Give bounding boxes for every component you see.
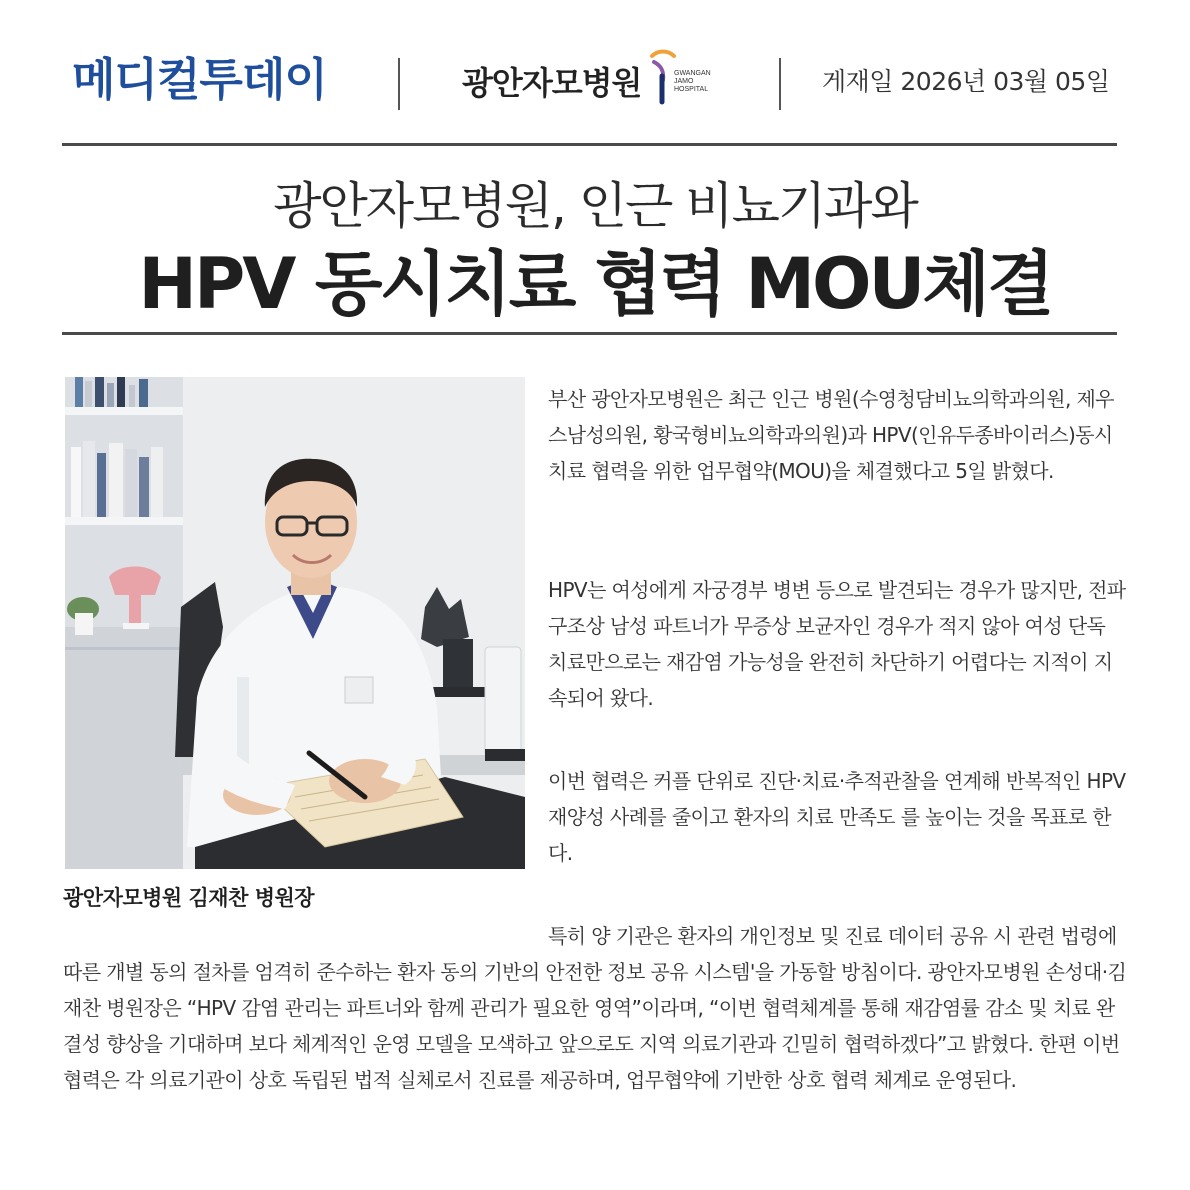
header-divider (779, 58, 781, 110)
photo-caption: 광안자모병원 김재찬 병원장 (63, 886, 315, 910)
hospital-logo (462, 48, 742, 108)
director-photo-illustration (65, 377, 525, 869)
hospital-name-en: GWANGAN JAMO HOSPITAL (674, 70, 711, 93)
hospital-name: 광안자모병원 (462, 64, 642, 102)
publish-date: 게재일 2026년 03월 05일 (822, 67, 1110, 96)
director-photo (65, 377, 525, 869)
headline-bottom-rule (62, 332, 1117, 335)
header-divider (398, 58, 400, 110)
headline-line-1: 광안자모병원, 인근 비뇨기과와 (273, 177, 917, 235)
article-paragraph-4: 특히 양 기관은 환자의 개인정보 및 진료 데이터 공유 시 관련 법령에 따른 개별 동의 절차를 엄격히 준수하는 환자 동의 기반의 안전한 정보 공유 시스템'을 가동할 방침이다. 광안자모병원 손성대·김재찬 병원장은 “HPV 감염 관리는 파트너와 함께 관리가 필요한 영역”이라며, “이번 협력체계를 통해 재감염률 감소 및 치료 완결성 향상을 기대하며 보다 체계적인 운영 모델을 모색하고 앞으로도 지역 의료기관과 긴밀히 협력하겠다”고 밝혔다. 한편 이번 협력은 각 의료기관이 상호 독립된 법적 실체로서 진료를 제공하며, 업무협약에 기반한 상호 협력 체계로 운영된다. (63, 924, 1127, 1092)
headline-line-2: HPV 동시치료 협력 MOU체결 (138, 243, 1052, 325)
masthead (0, 0, 1190, 140)
article-paragraph-3: 이번 협력은 커플 단위로 진단·치료·추적관찰을 연계해 반복적인 HPV 재양성 사례를 줄이고 환자의 치료 만족도 를 높이는 것을 목표로 한다. (548, 769, 1126, 865)
article-paragraph-1: 부산 광안자모병원은 최근 인근 병원(수영청담비뇨의학과의원, 제우스남성의원, 황국형비뇨의학과의원)과 HPV(인유두종바이러스)동시치료 협력을 위한 업무협약(MOU)을 체결했다고 5일 밝혔다. (548, 387, 1114, 483)
headline-top-rule (62, 143, 1117, 146)
media-brand-logo: 메디컬투데이 (72, 53, 327, 106)
article-paragraph-2: HPV는 여성에게 자궁경부 병변 등으로 발견되는 경우가 많지만, 전파 구조상 남성 파트너가 무증상 보균자인 경우가 적지 않아 여성 단독 치료만으로는 재감염 가능성을 완전히 차단하기 어렵다는 지적이 지속되어 왔다. (548, 578, 1126, 710)
